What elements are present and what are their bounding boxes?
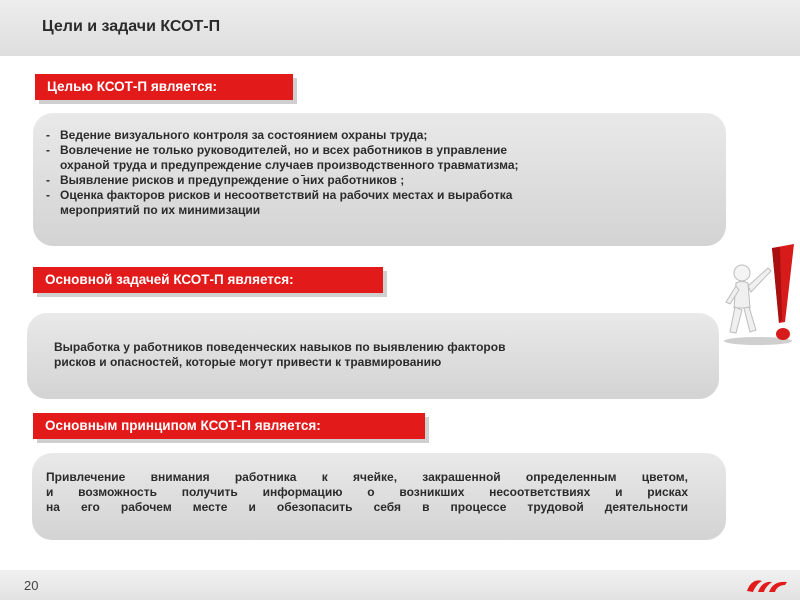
page-number: 20 [24,578,39,593]
principle-line-3: на его рабочем месте и обезопасить себя в процессе трудовой деятельности [46,500,688,514]
rzd-logo-icon [744,574,790,596]
goal-item-1 [46,128,726,143]
principle-line-2: и возможность получить информацию о возникших несоответствиях и рисках [46,485,688,499]
goal-item-2 [46,143,726,173]
bullet-dash: - [46,143,50,157]
task-line-1: Выработка у работников поведенческих навыков по выявлению факторов [54,340,506,354]
bullet-dash: - [46,128,50,142]
goal-label: Целью КСОТ-П является: [35,74,293,100]
goal-item-1-line-1: Ведение визуального контроля за состоянием охраны труда; [60,128,428,142]
goal-box [33,113,726,246]
goal-item-2-text [60,143,518,173]
goal-item-4 [46,188,726,218]
goal-item-3 [46,173,726,188]
goal-item-3-line-1: Выявление рисков и предупреждение о ̄них работников ; [60,173,405,187]
slide-title: Цели и задачи КСОТ-П [42,18,221,35]
goal-item-4-text [60,188,512,218]
bullet-dash: - [46,188,50,202]
goal-item-4-line-2: мероприятий по их минимизации [60,203,261,217]
goal-item-4-line-1: Оценка факторов рисков и несоответствий на рабочих местах и выработка [60,188,513,202]
slide-header [0,0,800,56]
goal-item-2-line-2: охраной труда и предупреждение случаев производственного травматизма; [60,158,519,172]
principle-line-1: Привлечение внимания работника к ячейке, закрашенной определенным цветом, [46,470,688,484]
slide-footer [0,570,800,600]
task-line-2: рисков и опасностей, которые могут привести к травмированию [54,355,442,369]
bullet-dash: - [46,173,50,187]
person-exclamation-icon [722,240,800,346]
task-box [27,313,719,399]
task-label: Основной задачей КСОТ-П является: [33,267,383,293]
principle-box [32,453,726,540]
principle-label: Основным принципом КСОТ-П является: [33,413,425,439]
goal-item-2-line-1: Вовлечение не только руководителей, но и всех работников в управление [60,143,508,157]
